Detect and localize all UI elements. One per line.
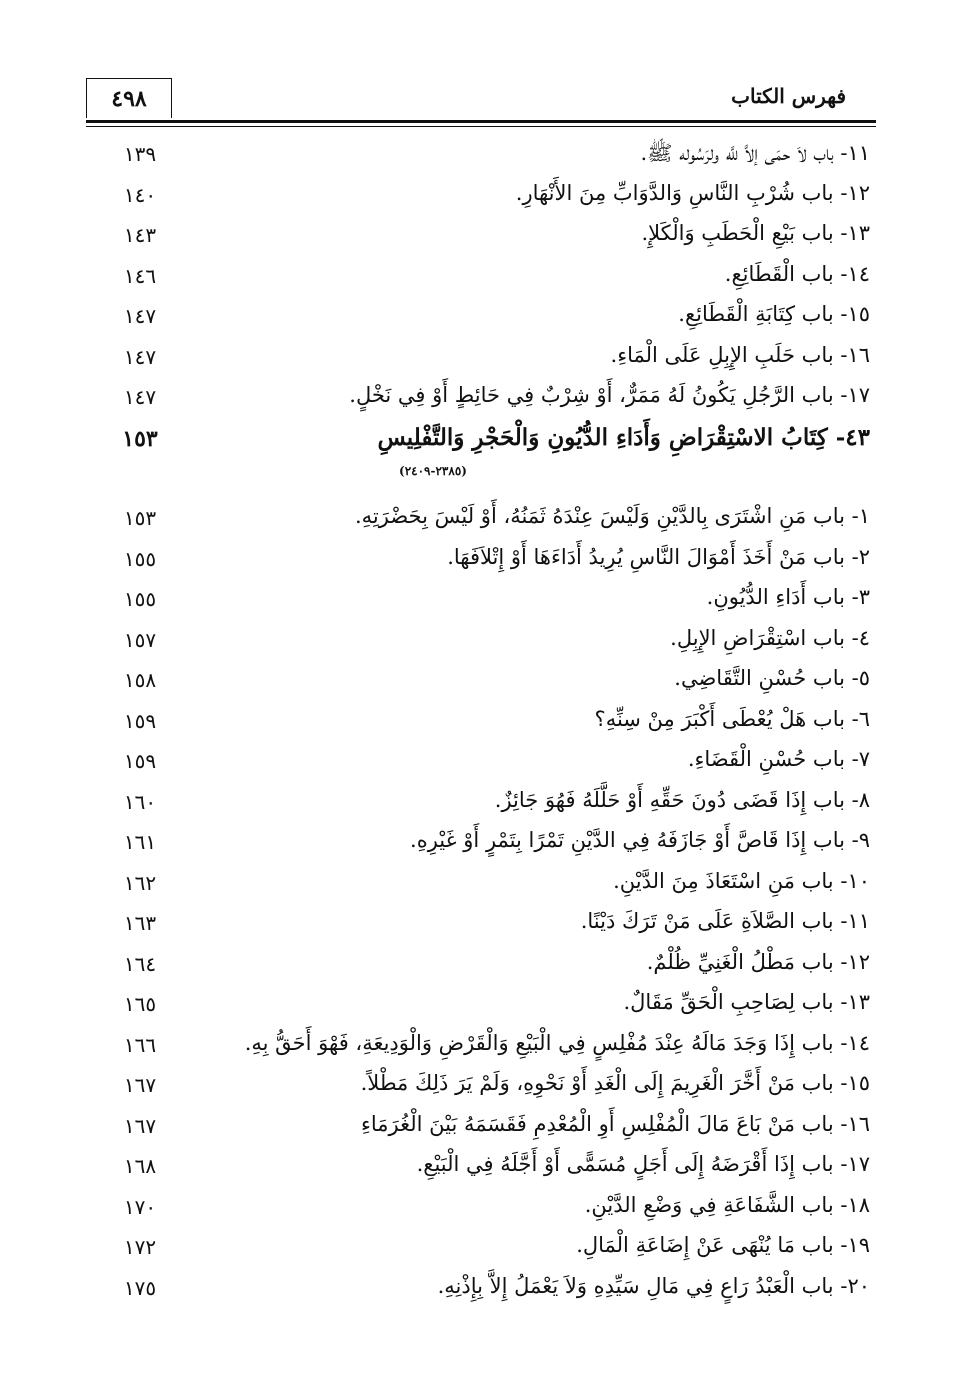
- page-header: [86, 78, 876, 124]
- toc-entry-page: ١٥٩: [123, 749, 157, 773]
- toc-entry-title: ١٥- باب كِتَابَةِ الْقَطَائِعِ.: [678, 302, 870, 326]
- toc-entry-title: ٦- باب هَلْ يُعْطَى أَكْبَرَ مِنْ سِنِّهِ؟: [594, 706, 870, 731]
- toc-entry-page: ١٥٥: [123, 587, 157, 611]
- toc-entry: [110, 1108, 876, 1149]
- toc-entry-title: ١٢- باب مَطْلُ الْغَنِيِّ ظُلْمٌ.: [646, 949, 870, 974]
- header-rule-thin: [86, 126, 876, 127]
- toc-entry-page: ١٦٦: [123, 1032, 157, 1057]
- toc-entry-title: ١٥- باب مَنْ أَخَّرَ الْغَرِيمَ إِلَى الْغَدِ أَوْ نَحْوِهِ، وَلَمْ يَرَ ذَلِكَ مَطْلاً.: [360, 1071, 870, 1095]
- toc-entry: [110, 379, 876, 420]
- toc-entry-page: ١٦٤: [123, 951, 157, 976]
- toc-entry-page: ١٦٨: [123, 1154, 157, 1178]
- toc-entry: [110, 541, 876, 582]
- toc-entry: [110, 824, 876, 865]
- toc-entry: [110, 1270, 876, 1311]
- toc-entry-title: ١٠- باب مَنِ اسْتَعَاذَ مِنَ الدَّيْنِ.: [613, 868, 870, 893]
- toc-entry-title: ٤- باب اسْتِقْرَاضِ الإِبِلِ.: [670, 625, 870, 650]
- toc-entry: [110, 865, 876, 906]
- toc-entry-title: ١٣- باب لِصَاحِبِ الْحَقِّ مَقَالٌ.: [623, 990, 870, 1014]
- toc-entry-title: ١٣- باب بَيْعِ الْحَطَبِ وَالْكَلإِ.: [641, 221, 870, 245]
- toc-entry-title: ٨- باب إِذَا قَضَى دُونَ حَقِّهِ أَوْ حَلَّلَهُ فَهُوَ جَائِزٌ.: [494, 787, 870, 812]
- toc-entry: [110, 1067, 876, 1108]
- toc-entry: [110, 905, 876, 946]
- toc-entry: [110, 136, 876, 177]
- toc-entry: [110, 1189, 876, 1230]
- toc-entry-title: ١٩- باب مَا يُنْهَى عَنْ إِضَاعَةِ الْمَالِ.: [576, 1233, 870, 1257]
- toc-entry: [110, 177, 876, 218]
- toc-entry: [110, 339, 876, 380]
- toc-entry-page: ١٦٢: [123, 870, 157, 895]
- toc-entry-title: ١٢- باب شُرْبِ النَّاسِ وَالدَّوَابِّ مِنَ الأَنْهَارِ.: [515, 180, 870, 205]
- toc-entry: [110, 662, 876, 703]
- toc-entry: [110, 500, 876, 541]
- toc-entry-page: ١٧٠: [123, 1194, 157, 1219]
- toc-entry: [110, 784, 876, 825]
- toc-entry-title: ٩- باب إِذَا قَاصَّ أَوْ جَازَفَهُ فِي الدَّيْنِ تَمْرًا بِتَمْرٍ أَوْ غَيْرِهِ.: [410, 828, 870, 852]
- toc-entry-title: ١- باب مَنِ اشْتَرَى بِالدَّيْنِ وَلَيْسَ عِنْدَهُ ثَمَنُهُ، أَوْ لَيْسَ بِحَضْرَتِهِ.: [354, 504, 870, 528]
- toc-entry: [110, 986, 876, 1027]
- toc-entry: [110, 622, 876, 663]
- toc-entry-page: ١٥٨: [123, 668, 157, 692]
- toc-entry-title: ١١- باب لاَ حمَى إلاَّ للَّه ولرَسُوله ﷺ.: [640, 141, 870, 165]
- toc-entry-title: ٢- باب مَنْ أَخَذَ أَمْوَالَ النَّاسِ يُرِيدُ أَدَاءَهَا أَوْ إِتْلاَفَهَا.: [447, 544, 870, 569]
- table-of-contents: [110, 136, 876, 1310]
- toc-entry: [110, 1148, 876, 1189]
- toc-entry-page: ١٥٥: [123, 546, 157, 571]
- toc-entry: [110, 258, 876, 299]
- toc-entry: [110, 298, 876, 339]
- page-number: ٤٩٨: [86, 78, 172, 118]
- toc-entry-title: ٧- باب حُسْنِ الْقَضَاءِ.: [687, 747, 870, 771]
- toc-entry-page: ١٤٧: [123, 304, 157, 328]
- toc-entry-page: ١٤٦: [123, 263, 157, 288]
- chapter-range-text: (٢٣٨٥-٢٤٠٩): [399, 464, 467, 478]
- toc-entry-title: ١٦- باب مَنْ بَاعَ مَالَ الْمُفْلِسِ أَوِ الْمُعْدِمِ فَقَسَمَهُ بَيْنَ الْغُرَمَاءِ: [361, 1111, 870, 1136]
- chapter-page: ١٥٣: [122, 425, 158, 452]
- toc-entry-title: ١٤- باب الْقَطَائِعِ.: [724, 261, 870, 286]
- toc-entry-page: ١٦٣: [123, 911, 157, 935]
- toc-entry-page: ١٦٧: [123, 1073, 157, 1097]
- chapter-title: ٤٣- كِتَابُ الاسْتِقْرَاضِ وَأَدَاءِ الدُّيُونِ وَالْحَجْرِ وَالتَّفْلِيسِ: [377, 423, 870, 451]
- toc-entry: [110, 703, 876, 744]
- toc-entry-title: ٢٠- باب الْعَبْدُ رَاعٍ فِي مَالِ سَيِّدِهِ وَلاَ يَعْمَلُ إِلاَّ بِإِذْنِهِ.: [437, 1273, 870, 1298]
- toc-entry-page: ١٧٢: [123, 1235, 157, 1259]
- toc-entry-page: ١٦١: [123, 830, 157, 854]
- toc-entry: [110, 946, 876, 987]
- toc-entry: [110, 581, 876, 622]
- toc-entry: [110, 1027, 876, 1068]
- toc-entry-page: ١٥٩: [123, 708, 157, 733]
- toc-entry: [110, 217, 876, 258]
- toc-entry-title: ١٦- باب حَلَبِ الإِبِلِ عَلَى الْمَاءِ.: [610, 342, 870, 367]
- toc-entry-page: ١٦٧: [123, 1113, 157, 1138]
- toc-entry: [110, 1229, 876, 1270]
- header-rule-thick: [86, 120, 876, 123]
- toc-entry-page: ١٧٥: [123, 1275, 157, 1300]
- toc-entry-page: ١٤٠: [123, 182, 157, 207]
- toc-entry-page: ١٣٩: [123, 142, 157, 166]
- toc-entry-title: ١٧- باب الرَّجُلِ يَكُونُ لَهُ مَمَرٌّ، أَوْ شِرْبٌ فِي حَائِطٍ أَوْ فِي نَخْلٍ.: [349, 383, 870, 407]
- toc-entry-title: ١٤- باب إِذَا وَجَدَ مَالَهُ عِنْدَ مُفْلِسٍ فِي الْبَيْعِ وَالْقَرْضِ وَالْوَدِيعَةِ، فَهْوَ أَحَقُّ بِهِ.: [244, 1030, 870, 1055]
- toc-entry-page: ١٦٠: [123, 789, 157, 814]
- toc-entry-title: ١٨- باب الشَّفَاعَةِ فِي وَضْعِ الدَّيْنِ.: [584, 1192, 870, 1217]
- toc-entry-page: ١٦٥: [123, 992, 157, 1016]
- chapter-heading: [110, 420, 876, 461]
- toc-entry-page: ١٤٣: [123, 223, 157, 247]
- toc-entry-page: ١٥٧: [123, 627, 157, 652]
- chapter-hadith-range: [110, 460, 876, 500]
- toc-entry: [110, 743, 876, 784]
- running-title: فهرس الكتاب: [731, 84, 846, 108]
- toc-entry-title: ٥- باب حُسْنِ التَّقَاضِي.: [674, 666, 870, 690]
- toc-entry-page: ١٤٧: [123, 385, 157, 409]
- toc-entry-title: ١١- باب الصَّلاَةِ عَلَى مَنْ تَرَكَ دَيْنًا.: [580, 909, 870, 933]
- toc-entry-page: ١٤٧: [123, 344, 157, 369]
- toc-entry-title: ٣- باب أَدَاءِ الدُّيُونِ.: [706, 585, 870, 609]
- toc-entry-page: ١٥٣: [123, 506, 157, 530]
- toc-entry-title: ١٧- باب إِذَا أَقْرَضَهُ إِلَى أَجَلٍ مُسَمًّى أَوْ أَجَّلَهُ فِي الْبَيْعِ.: [416, 1152, 870, 1176]
